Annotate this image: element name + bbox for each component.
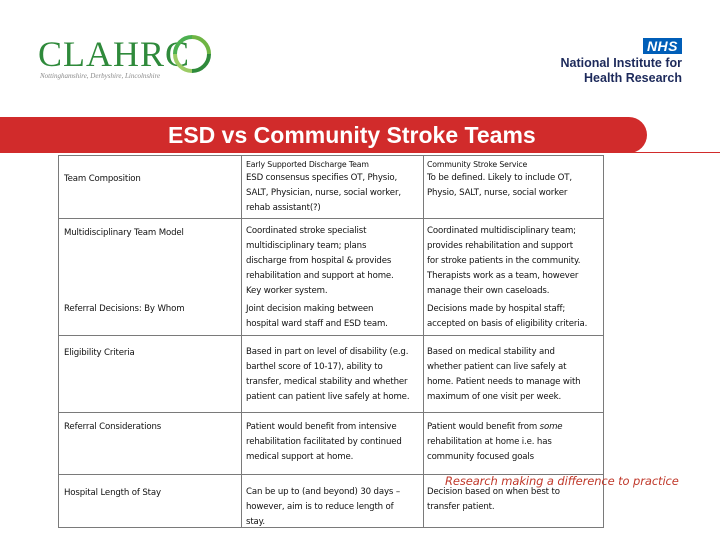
nihr-logo: [542, 38, 682, 90]
row-divider: [59, 218, 603, 219]
esd-team-composition: ESD consensus specifies OT, Physio, SALT, Physician, nurse, social worker, rehab assistant(?): [246, 173, 401, 213]
esd-length-of-stay: Can be up to (and beyond) 30 days – however, aim is to reduce length of stay.: [246, 487, 400, 527]
row-label-team-model: Multidisciplinary Team Model: [64, 228, 184, 238]
clahrc-logo: [36, 34, 216, 84]
community-referral-emphasis: some: [539, 422, 563, 432]
community-column-header: Community Stroke Service: [427, 160, 528, 169]
clahrc-logo-text: CLAHRC: [38, 34, 191, 74]
comparison-table: [58, 155, 604, 528]
title-divider: [0, 152, 720, 153]
esd-team-model: Coordinated stroke specialist multidisciplinary team; plans discharge from hospital & provides rehabilitation and support at home. Key worker system.: [246, 226, 394, 296]
nihr-line-2: Health Research: [584, 71, 682, 85]
row-label-eligibility: Eligibility Criteria: [64, 348, 135, 358]
column-divider: [241, 156, 242, 527]
nhs-logo: NHS: [643, 38, 682, 54]
community-referral-considerations: [427, 420, 603, 465]
community-referral-text-start: Patient would benefit from: [427, 422, 540, 432]
row-divider: [59, 335, 603, 336]
community-referral-decisions: Decisions made by hospital staff; accepted on basis of eligibility criteria.: [427, 304, 588, 329]
row-label-referral-decisions: Referral Decisions: By Whom: [64, 304, 185, 314]
esd-column-header: Early Supported Discharge Team: [246, 160, 369, 169]
community-eligibility: Based on medical stability and whether patient can live safely at home. Patient needs to manage with maximum of one visit per week.: [427, 347, 581, 402]
esd-eligibility: Based in part on level of disability (e.g. barthel score of 10-17), ability to transfer, medical stability and whether patient can patient live safely at home.: [246, 347, 410, 402]
clahrc-tagline: Nottinghamshire, Derbyshire, Lincolnshire: [40, 72, 161, 80]
nihr-name: [560, 56, 682, 86]
esd-referral-considerations: Patient would benefit from intensive rehabilitation facilitated by continued medical support at home.: [246, 422, 402, 462]
community-length-of-stay: Decision based on when best to transfer patient.: [427, 487, 560, 512]
nihr-line-1: National Institute for: [560, 56, 682, 70]
community-team-composition: To be defined. Likely to include OT, Physio, SALT, nurse, social worker: [427, 173, 572, 198]
page-title: ESD vs Community Stroke Teams: [168, 122, 536, 148]
row-label-referral-considerations: Referral Considerations: [64, 422, 162, 432]
clahrc-swirl-icon: [172, 34, 212, 74]
row-divider: [59, 412, 603, 413]
row-label-team-composition: Team Composition: [64, 174, 141, 184]
esd-referral-decisions: Joint decision making between hospital ward staff and ESD team.: [246, 304, 388, 329]
community-team-model: Coordinated multidisciplinary team; provides rehabilitation and support for stroke patients in the community. Therapists work as a team, however manage their own caseloads.: [427, 226, 581, 296]
footer-tagline: Research making a difference to practice: [445, 474, 679, 488]
community-referral-text-end: rehabilitation at home i.e. has community focused goals: [427, 437, 552, 462]
row-label-length-of-stay: Hospital Length of Stay: [64, 488, 161, 498]
